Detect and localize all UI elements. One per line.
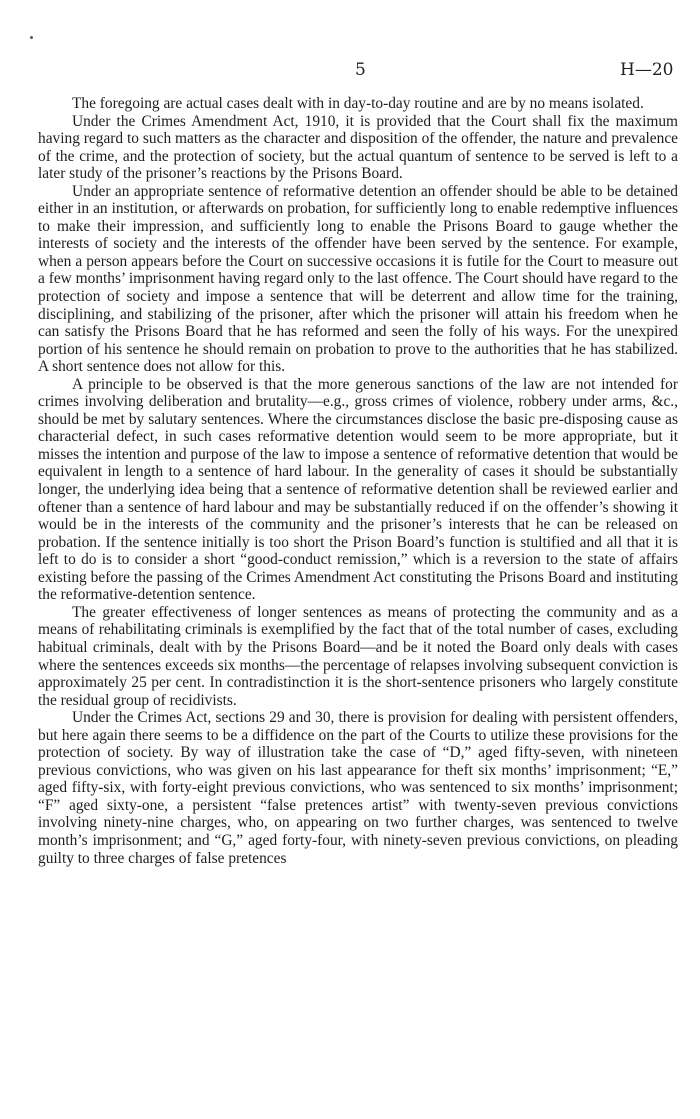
series-reference: H—20 <box>620 60 674 80</box>
page-number: 5 <box>355 60 366 80</box>
paragraph-6: Under the Crimes Act, sections 29 and 30, there is provision for dealing with persistent offenders, but here again there seems to be a diffidence on the part of the Courts to utilize these provisions for the protection of society. By way of illustration take the case of “D,” aged fifty-seven, with nineteen previous convictions, who was given on his last appearance for theft six months’ imprisonment; “E,” aged fifty-six, with forty-eight previous convictions, who was sentenced to six months’ imprisonment; “F” aged sixty-one, a persistent “false pretences artist” with twenty-seven previous convictions involving ninety-nine charges, who, on appearing on two further charges, was sentenced to twelve month’s imprisonment; and “G,” aged forty-four, with ninety-seven previous convictions, on pleading guilty to three charges of false pretences <box>38 709 678 867</box>
body-text <box>38 95 678 867</box>
paragraph-5: The greater effectiveness of longer sentences as means of protecting the community and as a means of rehabilitating criminals is exemplified by the fact that of the total number of cases, excluding habitual criminals, dealt with by the Prisons Board—and be it noted the Board only deals with cases where the sentences exceeds six months—the percentage of relapses involving subsequent conviction is approximately 25 per cent. In contradistinction it is the short-sentence prisoners who largely constitute the residual group of recidivists. <box>38 603 678 709</box>
paragraph-4: A principle to be observed is that the more generous sanctions of the law are not intended for crimes involving deliberation and brutality—e.g., gross crimes of violence, robbery under arms, &c., should be met by salutary sentences. Where the circumstances disclose the basic pre-disposing cause as characterial defect, in such cases reformative detention would seem to be more appropriate, but it misses the intention and purpose of the law to impose a sentence of reformative detention that would be equivalent in length to a sentence of hard labour. In the generality of cases it should be substantially longer, the underlying idea being that a sentence of reformative detention shall be reviewed earlier and oftener than a sentence of hard labour and may be substantially reduced if on the offender’s showing it would be in the interests of the community and the prisoner’s interests that he can be released on probation. If the sentence initially is too short the Prison Board’s function is stultified and all that it is left to do is to consider a short “good-conduct remission,” which is a reversion to the state of affairs existing before the passing of the Crimes Amendment Act constituting the Prisons Board and instituting the reformative-detention sentence. <box>38 375 678 604</box>
scan-speck <box>30 36 33 39</box>
paragraph-2: Under the Crimes Amendment Act, 1910, it is provided that the Court shall fix the maximum having regard to such matters as the character and disposition of the offender, the nature and prevalence of the crime, and the protection of society, but the actual quantum of sentence to be served is left to a later study of the prisoner’s reactions by the Prisons Board. <box>38 112 678 183</box>
paragraph-1: The foregoing are actual cases dealt with in day-to-day routine and are by no means isolated. <box>72 95 644 112</box>
paragraph-3: Under an appropriate sentence of reformative detention an offender should be able to be detained either in an institution, or afterwards on probation, for sufficiently long to enable redemptive influences to make their impression, and sufficiently long to enable the Prisons Board to gauge whether the interests of society and the interests of the offender have been served by the sentence. For example, when a person appears before the Court on successive occasions it is futile for the Court to measure out a few months’ imprisonment having regard only to the last offence. The Court should have regard to the protection of society and impose a sentence that will be deterrent and allow time for the training, disciplining, and stabilizing of the prisoner, after which the prisoner will attain his freedom when he can satisfy the Prisons Board that he has reformed and seen the folly of his ways. For the unexpired portion of his sentence he should remain on probation to prove to the authorities that he has stabilized. A short sentence does not allow for this. <box>38 182 678 376</box>
